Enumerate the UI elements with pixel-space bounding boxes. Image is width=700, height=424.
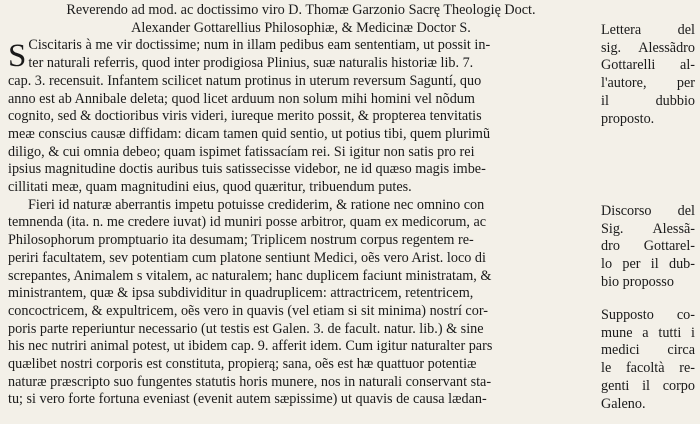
paragraph-1-line: cillitati meæ, quam magnitudini eius, quod quæritur, tribuendum putes. [8,179,412,196]
margin-note-line: Galeno. [601,395,646,412]
letter-heading-line-1: Reverendo ad mod. ac doctissimo viro D. Thomæ Garzonio Sacrę Theologię Doct. [66,2,536,18]
paragraph-2-line: concoctricem, & expultricem, oẽs vero in quavis (vel etiam si sit minima) nostrí cor- [8,302,488,319]
paragraph-2-line: his nec nutriri animal potest, ut ibidem cap. 9. afferit idem. Cum igitur naturalter pars [8,338,493,355]
margin-note-letter [601,22,695,128]
margin-note-line: Gottarelli al- [601,57,695,74]
paragraph-2-line: temnenda (ita. n. me credere iuvat) id muniri posse arbitror, quam ex medicorum, ac [8,214,487,231]
margin-note-line: genti il corpo [601,377,695,394]
margin-note-discourse [601,203,695,292]
margin-note-line: Discorso del [601,203,695,219]
paragraph-2-line: tu; si vero forte fortuna eveniast (evenit autem sæpissime) ut quavis de causa lædan- [8,391,487,408]
margin-note-line: Sig. Alessã- [601,220,695,237]
margin-note-line: il dubbio [601,92,695,109]
margin-note-line: medici circa [601,342,695,359]
paragraph-2-line: poris parte reperiuntur necessario (ut testis est Galen. 3. de facult. natur. lib.) & sine [8,320,484,337]
margin-note-line: bio proposso [601,273,674,290]
margin-note-supposition [601,307,695,413]
paragraph-1-line-1: Ciscitaris à me vir doctissime; num in illam pedibus eam sententiam, ut possit in- [28,37,491,54]
paragraph-1-line: diligo, & cui omnia debeo; quam ispimet fatissacíam rei. Si igitur non satis pro rei [8,143,475,160]
paragraph-1-line: anno est ab Annibale deleta; quod licet arduum non solum mihi homini vel nõdum [8,90,475,107]
margin-note-line: Lettera del [601,22,695,38]
paragraph-1-line: cap. 3. recensuit. Infantem scilicet natum protinus in uterum reversum Saguntí, quo [8,72,482,89]
drop-cap: S [8,38,27,75]
main-text-column [8,2,594,422]
margin-note-line: sig. Alessãdro [601,39,695,56]
margin-note-line: lo per il dub- [601,256,695,273]
paragraph-1-line-2: ter naturali referris, quod inter prodigiosa Plinius, suæ naturalis historiæ lib. 7. [28,55,474,72]
paragraph-1-line: cognito, sed & doctioribus viris videri, iureque merito possit, & propterea tenvitatis [8,108,482,125]
paragraph-1-line: meæ conscius causæ diffidam: dicam tamen quid sentio, ut potius tibi, quem plurimũ [8,125,491,142]
paragraph-2 [8,197,594,409]
margin-note-line: proposto. [601,110,655,127]
paragraph-2-line: periri facultatem, sev potentiam cum platone sentiunt Medici, oẽs vero Arist. loco di [8,249,486,266]
paragraph-2-line: Philosophorum promptuario ita desumam; Triplicem nostrum corpus regentem re- [8,232,474,249]
margin-note-line: dro Gottarel- [601,238,695,255]
paragraph-1-line: ipsius magnitudine doctis auribus tuis satissecisse videbor, ne id quæso magis imbe- [8,161,486,178]
margin-note-line: l'autore, per [601,75,695,92]
paragraph-2-line: naturæ præscripto suo fungentes statutis horis munere, nos in naturali conservant sta- [8,373,492,390]
margin-note-line: le facoltà re- [601,360,695,377]
margin-note-line: mune a tutti i [601,324,695,341]
paragraph-2-line: quælibet nostri corporis est constituta, propierą; sana, oẽs est hæ quattuor potentiæ [8,356,477,373]
paragraph-1 [8,37,594,196]
paragraph-2-line: Fieri id naturæ aberrantis impetu potuisse crediderim, & ratione nec omnino con [28,196,485,213]
paragraph-2-line: screpantes, Animalem s vitalem, ac naturalem; hanc duplicem faciunt ministratam, & [8,267,492,284]
margin-note-line: Supposto co- [601,307,695,323]
letter-heading-line-2: Alexander Gottarellius Philosophiæ, & Medicinæ Doctor S. [131,19,471,36]
paragraph-2-line: ministrantem, quæ & ipsa subdividitur in quadruplicem: attractricem, retentricem, [8,285,474,302]
